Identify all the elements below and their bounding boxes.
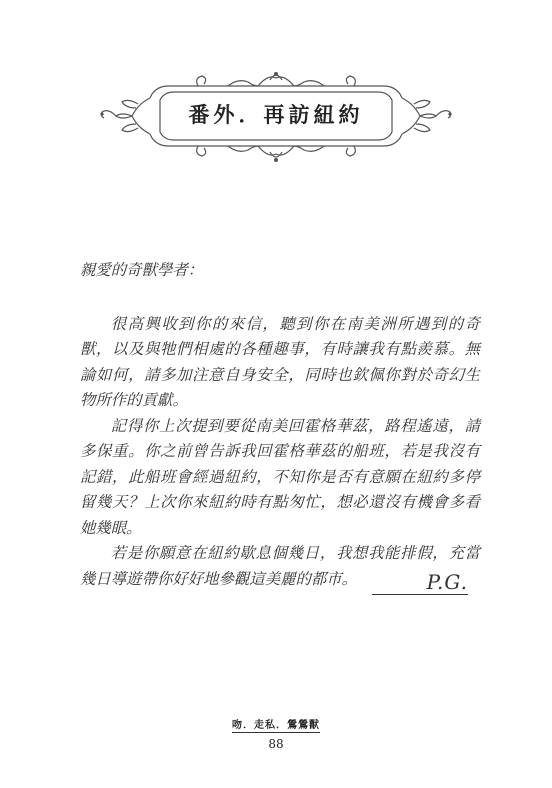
- chapter-title-frame: [98, 68, 454, 164]
- letter-body: [80, 258, 480, 592]
- footer-divider: [232, 732, 320, 733]
- chapter-title: 番外．再訪紐約: [188, 103, 364, 127]
- letter-salutation: 親愛的奇獸學者：: [80, 261, 204, 279]
- letter-paragraph-3: 若是你願意在紐約歇息個幾日，我想我能排假，充當幾日導遊帶你好好地參觀這美麗的都市。: [80, 544, 480, 588]
- signature-underline: [372, 594, 468, 595]
- running-footer-title: 吻．走私．鶯鶯獸: [232, 720, 320, 731]
- letter-paragraph-2: 記得你上次提到要從南美回霍格華茲，路程遙遠，請多保重。你之前曾告訴我回霍格華茲的船班，若是我沒有記錯，此船班會經過紐約，不知你是否有意願在紐約多停留幾天？上次你來紐約時有點匆忙，想必還沒有機會多看她幾眼。: [80, 416, 480, 537]
- letter-paragraph-1: 很高興收到你的來信，聽到你在南美洲所遇到的奇獸，以及與牠們相處的各種趣事，有時讓我有點羨慕。無論如何，請多加注意自身安全，同時也欽佩你對於奇幻生物所作的貢獻。: [80, 314, 480, 409]
- page-number: 88: [268, 737, 284, 751]
- letter-signature: P.G.: [426, 570, 468, 594]
